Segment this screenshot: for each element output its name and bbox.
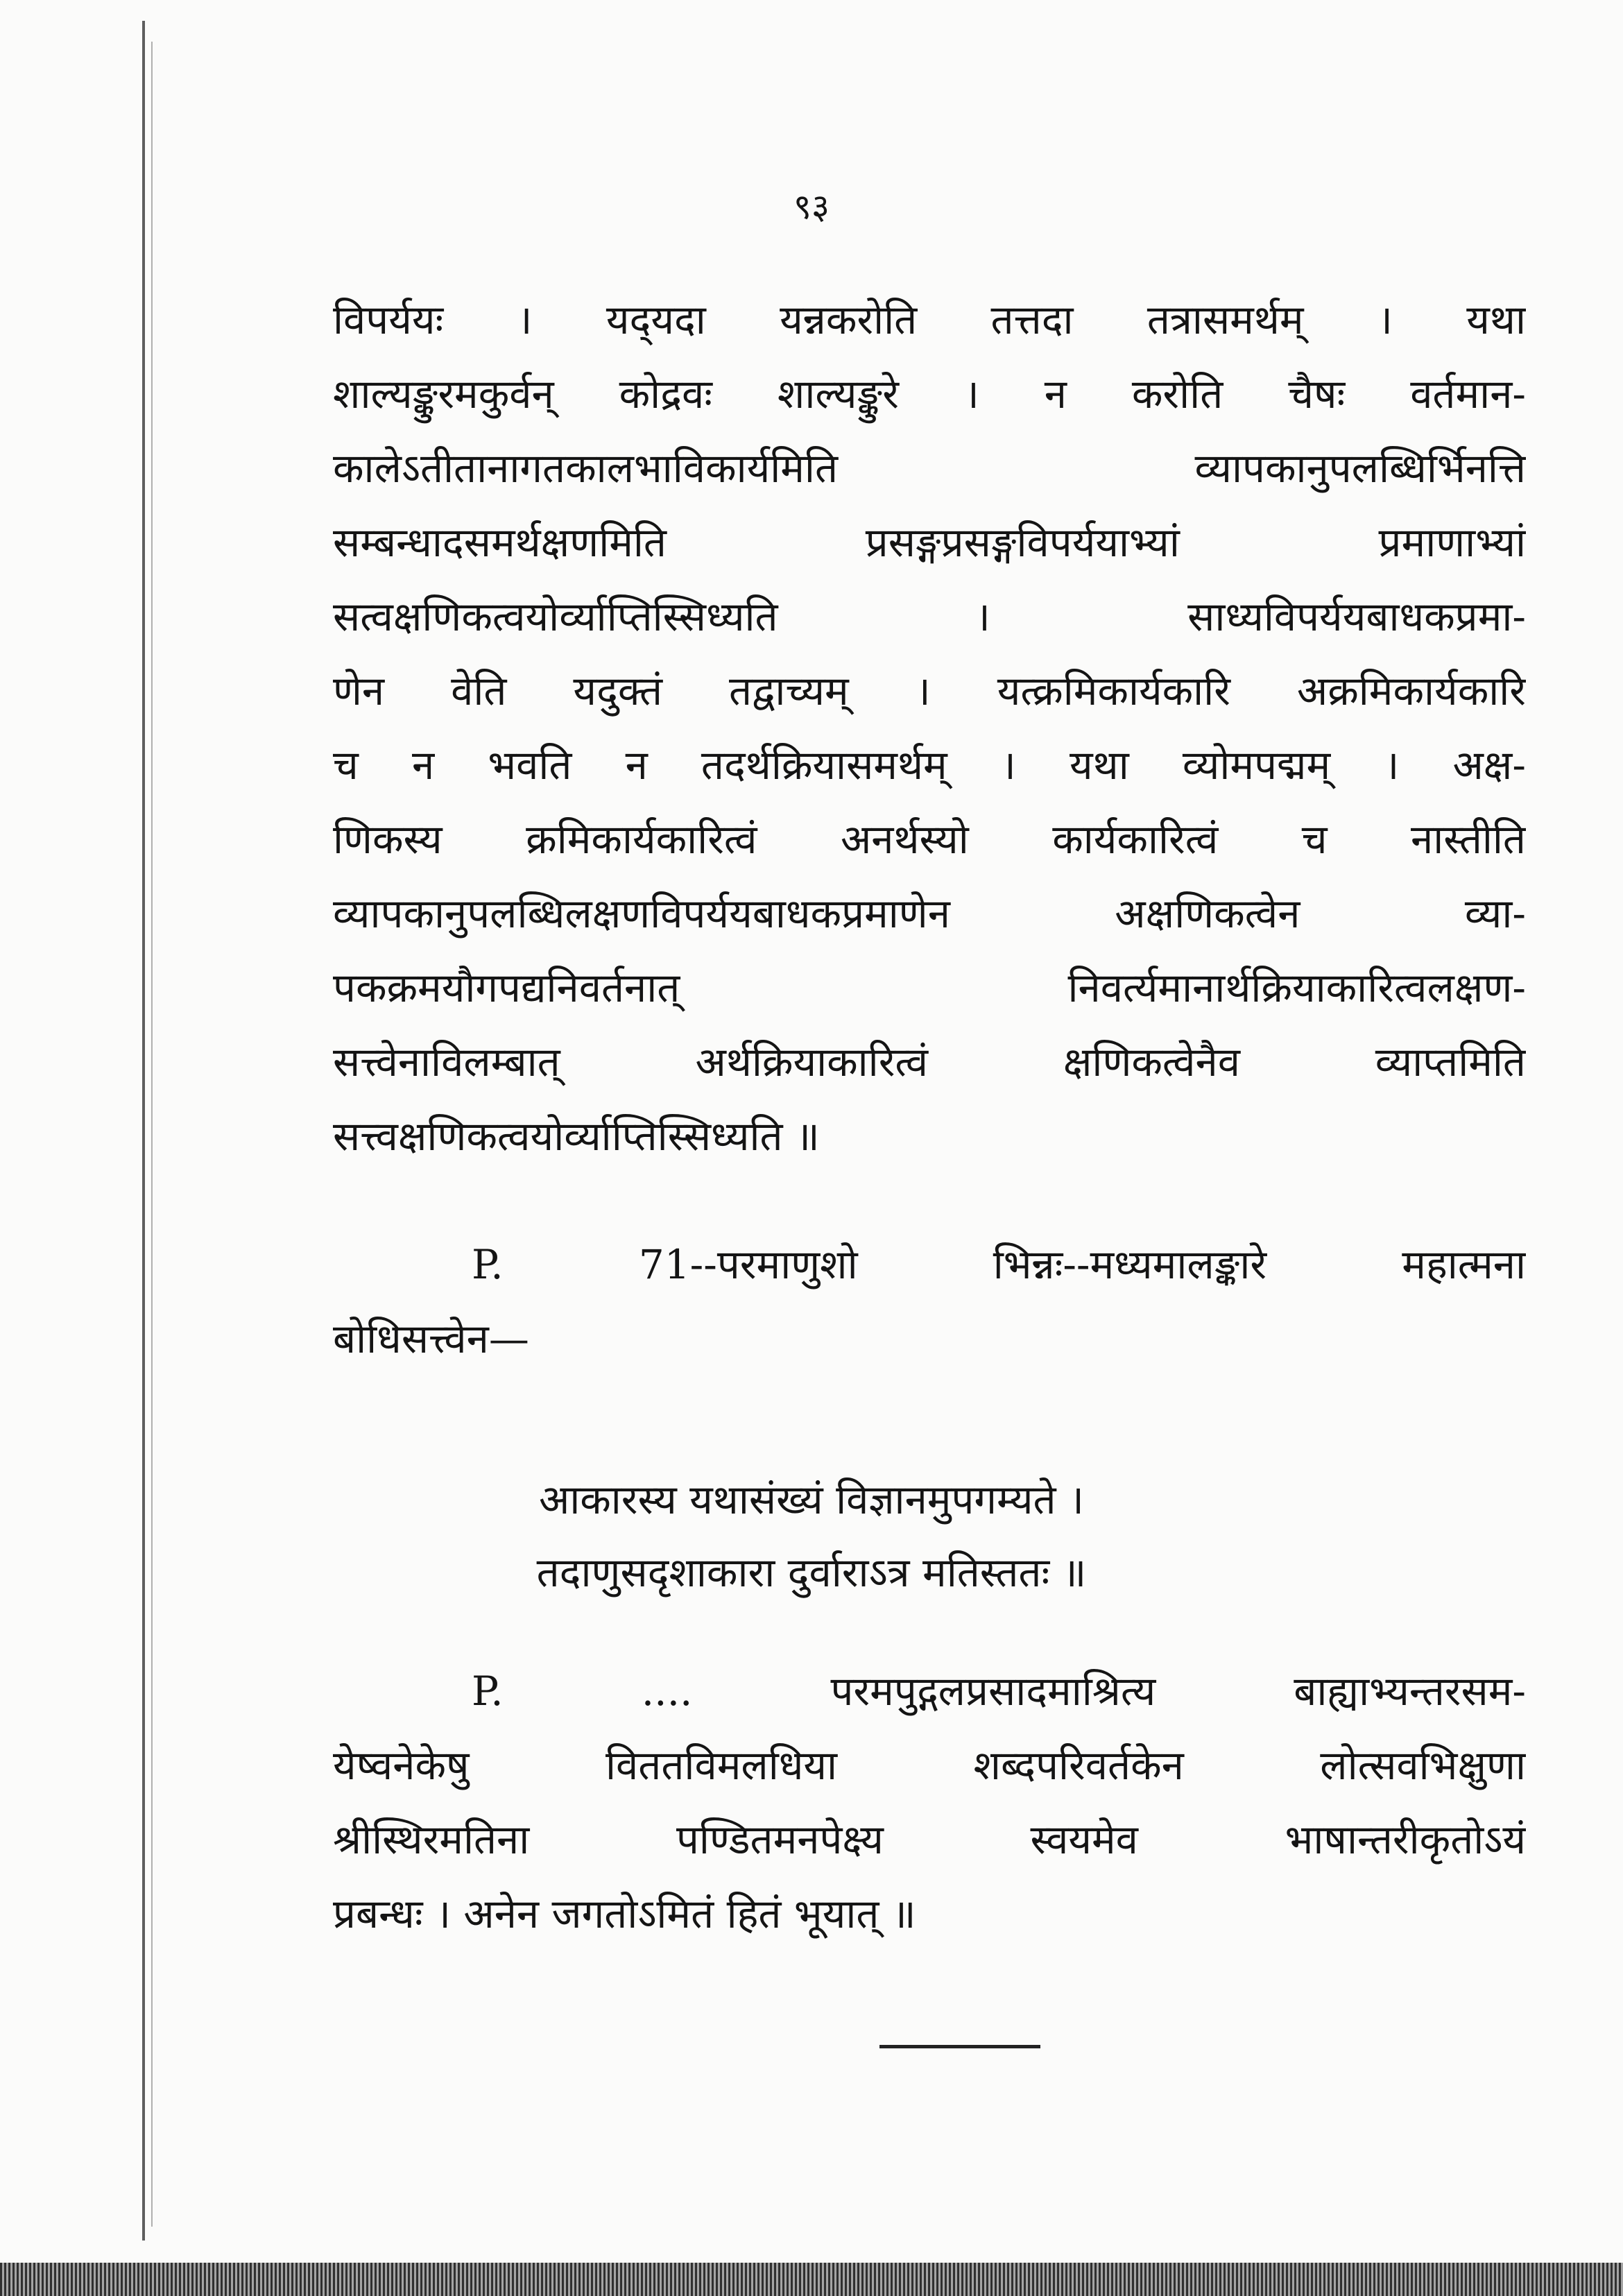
paragraph-2 (333, 1228, 1526, 1376)
paragraph-1-line: शाल्यङ्कुरमकुर्वन् कोद्रवः शाल्यङ्कुरे । न करोति चैषः वर्तमान- (333, 370, 1526, 418)
paragraph-1-line: कालेऽतीतानागतकालभाविकार्यमिति व्यापकानुपलब्धिर्भिनत्ति (333, 445, 1526, 492)
paragraph-1-line: विपर्ययः । यद्‌यदा यन्नकरोति तत्तदा तत्रासमर्थम् । यथा (333, 296, 1526, 343)
scan-bottom-edge (0, 2263, 1623, 2296)
paragraph-3-line: प्रबन्धः । अनेन जगतोऽमितं हितं भूयात् ॥ (333, 1890, 916, 1937)
verse-line: आकारस्य यथासंख्यं विज्ञानमुपगम्यते । (538, 1476, 1085, 1523)
paragraph-2-line: P. 71--परमाणुशो भिन्नः--मध्यमालङ्कारे महात्मना (472, 1241, 1526, 1288)
paragraph-1-line: सम्बन्धादसमर्थक्षणमिति प्रसङ्गप्रसङ्गविपर्ययाभ्यां प्रमाणाभ्यां (333, 519, 1526, 566)
verse-block (0, 1464, 1623, 1609)
paragraph-1-line: णेन वेति यदुक्तं तद्वाच्यम् । यत्क्रमिकार्यकारि अक्रमिकार्यकारि (333, 667, 1526, 714)
paragraph-3-line: येष्वनेकेषु विततविमलधिया शब्दपरिवर्तकेन लोत्सवभिक्षुणा (333, 1742, 1526, 1789)
paragraph-1-line: सत्वक्षणिकत्वयोर्व्याप्तिस्सिध्यति । साध्यविपर्ययबाधकप्रमा- (333, 593, 1526, 640)
paragraph-1-line: सत्त्वेनाविलम्बात् अर्थक्रियाकारित्वं क्षणिकत्वेनैव व्याप्तमिति (333, 1038, 1526, 1086)
page-number: ९३ (793, 187, 830, 227)
binding-edge-line (142, 21, 145, 2241)
paragraph-1-line: पकक्रमयौगपद्यनिवर्तनात् निवर्त्यमानार्थक्रियाकारित्वलक्षण- (333, 964, 1526, 1011)
closing-rule (879, 2045, 1040, 2048)
paragraph-3 (333, 1654, 1526, 1951)
paragraph-1-line: व्यापकानुपलब्धिलक्षणविपर्ययबाधकप्रमाणेन अक्षणिकत्वेन व्या- (333, 890, 1526, 937)
paragraph-2-line: बोधिसत्त्वेन— (333, 1315, 529, 1362)
paragraph-3-line: श्रीस्थिरमतिना पण्डितमनपेक्ष्य स्वयमेव भाषान्तरीकृतोऽयं (333, 1816, 1526, 1863)
paragraph-1-line: च न भवति न तदर्थक्रियासमर्थम् । यथा व्योमपद्मम् । अक्ष- (333, 742, 1526, 789)
paragraph-1-line: सत्त्वक्षणिकत्वयोर्व्याप्तिस्सिध्यति ॥ (333, 1113, 820, 1160)
binding-edge-shadow (151, 42, 153, 2227)
verse-line: तदाणुसदृशाकारा दुर्वाराऽत्र मतिस्ततः ॥ (536, 1549, 1087, 1596)
paragraph-1-line: णिकस्य क्रमिकार्यकारित्वं अनर्थस्यो कार्यकारित्वं च नास्तीति (333, 816, 1526, 863)
paragraph-3-line: P. .... परमपुद्गलप्रसादमाश्रित्य बाह्याभ्यन्तरसम- (472, 1668, 1526, 1715)
paragraph-1 (333, 283, 1526, 1174)
